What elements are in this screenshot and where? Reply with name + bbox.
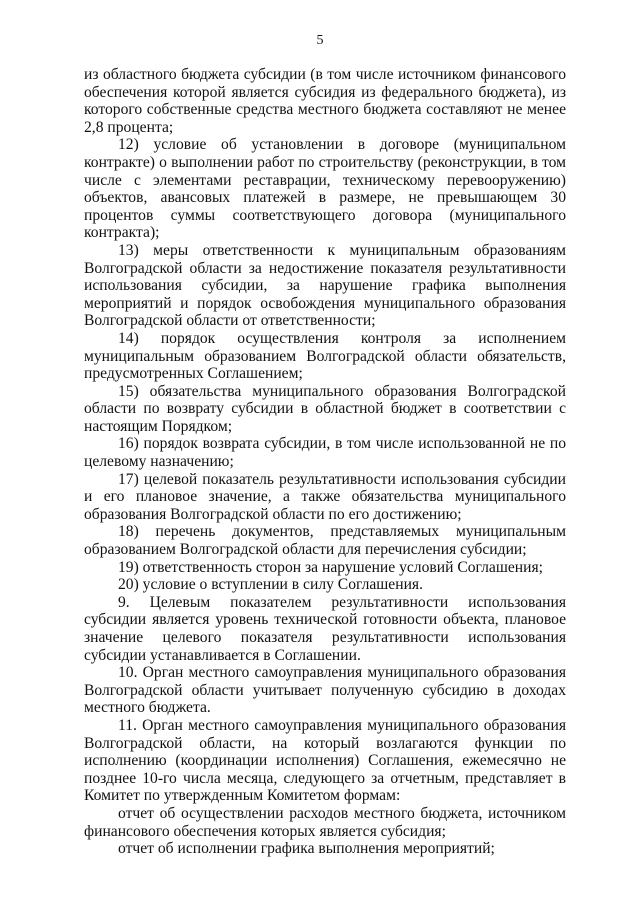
paragraph-item-13: 13) меры ответственности к муниципальным образованиям Волгоградской области за недостижение показателя результативности использования субсидии, за нарушение графика выполнения мероприятий и порядок освобождения муниципального образования Волгоградской области от ответственности; <box>84 241 566 330</box>
paragraph-section-10: 10. Орган местного самоуправления муниципального образования Волгоградской области учитывает полученную субсидию в доходах местного бюджета. <box>84 664 566 717</box>
page-number: 5 <box>316 33 324 48</box>
paragraph-item-18: 18) перечень документов, представляемых муниципальным образованием Волгоградской области для перечисления субсидии; <box>84 523 566 559</box>
paragraph-item-20: 20) условие о вступлении в силу Соглашения. <box>118 576 423 594</box>
paragraph-item-17: 17) целевой показатель результативности использования субсидии и его плановое значение, а также обязательства муниципального образования Волгоградской области по его достижению; <box>84 470 566 523</box>
paragraph-item-16: 16) порядок возврата субсидии, в том числе использованной не по целевому назначению; <box>84 435 566 471</box>
document-body <box>84 66 566 858</box>
paragraph-item-12: 12) условие об установлении в договоре (муниципальном контракте) о выполнении работ по строительству (реконструкции, в том числе с элементами реставрации, техническому перевооружению) объектов, авансовых платежей в размере, не превышающем 30 процентов суммы соответствующего договора (муниципального контракта); <box>84 136 566 242</box>
paragraph-report-schedule: отчет об исполнении графика выполнения мероприятий; <box>118 840 495 858</box>
paragraph-report-expenses: отчет об осуществлении расходов местного бюджета, источником финансового обеспечения которых является субсидия; <box>84 804 566 840</box>
paragraph-item-19: 19) ответственность сторон за нарушение условий Соглашения; <box>118 558 543 576</box>
paragraph-item-15: 15) обязательства муниципального образования Волгоградской области по возврату субсидии в областной бюджет в соответствии с настоящим Порядком; <box>84 382 566 435</box>
paragraph-continuation: из областного бюджета субсидии (в том числе источником финансового обеспечения которой является субсидия из федерального бюджета), из которого собственные средства местного бюджета составляют не менее 2,8 процента; <box>84 66 566 136</box>
paragraph-section-9: 9. Целевым показателем результативности использования субсидии является уровень технической готовности объекта, плановое значение целевого показателя результативности использования субсидии устанавливается в Соглашении. <box>84 593 566 664</box>
paragraph-section-11: 11. Орган местного самоуправления муниципального образования Волгоградской области, на который возлагаются функции по исполнению (координации исполнения) Соглашения, ежемесячно не позднее 10-го числа месяца, следующего за отчетным, представляет в Комитет по утвержденным Комитетом формам: <box>84 716 566 805</box>
paragraph-item-14: 14) порядок осуществления контроля за исполнением муниципальным образованием Волгоградской области обязательств, предусмотренных Соглашением; <box>84 329 566 383</box>
